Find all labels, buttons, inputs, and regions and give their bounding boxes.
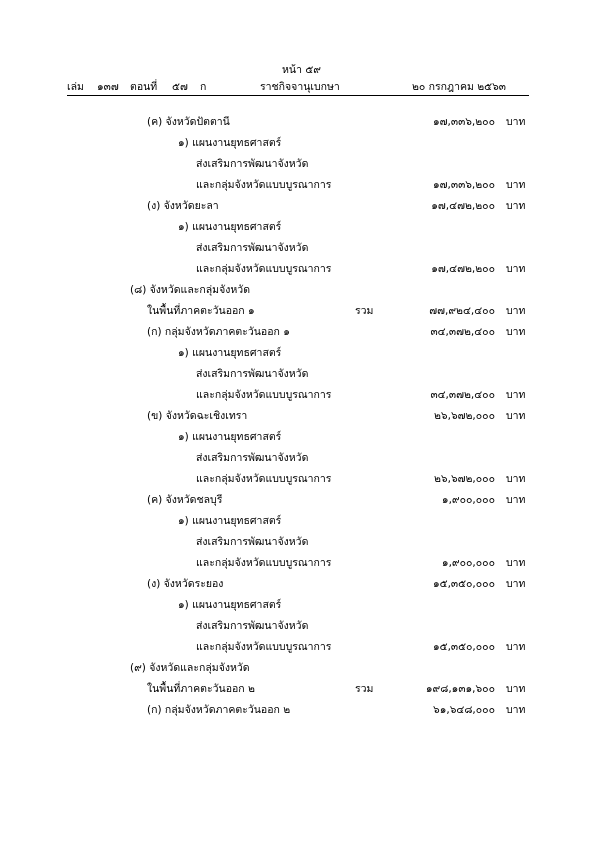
line-text: (ง) จังหวัดยะลา xyxy=(147,200,219,212)
line-text: (ข) จังหวัดฉะเชิงเทรา xyxy=(147,410,248,422)
line-text: และกลุ่มจังหวัดแบบบูรณาการ xyxy=(196,389,332,401)
line-amount: ๑๗,๓๓๖,๒๐๐ xyxy=(433,179,495,191)
line-unit: บาท xyxy=(506,179,526,191)
line-amount: ๑๗,๔๗๒,๒๐๐ xyxy=(431,200,495,212)
line-unit: บาท xyxy=(506,389,526,401)
line-total-label: รวม xyxy=(355,683,374,695)
line-text: และกลุ่มจังหวัดแบบบูรณาการ xyxy=(196,641,332,653)
issue-label: ตอนที่ xyxy=(130,81,158,93)
line-text: ส่งเสริมการพัฒนาจังหวัด xyxy=(196,158,309,170)
line-text: ๑) แผนงานยุทธศาสตร์ xyxy=(178,599,282,611)
line-unit: บาท xyxy=(506,326,526,338)
line-text: และกลุ่มจังหวัดแบบบูรณาการ xyxy=(196,473,332,485)
line-text: ๑) แผนงานยุทธศาสตร์ xyxy=(178,347,282,359)
volume-number: ๑๓๗ xyxy=(97,81,119,93)
line-amount: ๑๕,๓๕๐,๐๐๐ xyxy=(432,578,495,590)
line-text: ๑) แผนงานยุทธศาสตร์ xyxy=(178,221,282,233)
line-text: (๙) จังหวัดและกลุ่มจังหวัด xyxy=(130,662,250,674)
line-unit: บาท xyxy=(506,473,526,485)
line-unit: บาท xyxy=(506,578,526,590)
line-unit: บาท xyxy=(506,641,526,653)
line-text: (๘) จังหวัดและกลุ่มจังหวัด xyxy=(130,284,251,296)
line-text: (ค) จังหวัดปัตตานี xyxy=(147,116,230,128)
issue-number: ๕๗ xyxy=(172,81,188,93)
line-amount: ๓๔,๓๗๒,๔๐๐ xyxy=(430,389,495,401)
line-amount: ๒๖,๖๗๒,๐๐๐ xyxy=(434,473,495,485)
line-text: (ง) จังหวัดระยอง xyxy=(147,578,224,590)
line-unit: บาท xyxy=(506,263,526,275)
line-text: ส่งเสริมการพัฒนาจังหวัด xyxy=(196,620,309,632)
line-unit: บาท xyxy=(506,557,526,569)
line-amount: ๑๕,๓๕๐,๐๐๐ xyxy=(432,641,495,653)
line-text: ในพื้นที่ภาคตะวันออก ๒ xyxy=(147,683,255,695)
line-text: และกลุ่มจังหวัดแบบบูรณาการ xyxy=(196,557,332,569)
line-unit: บาท xyxy=(506,305,526,317)
line-amount: ๖๑,๖๔๘,๐๐๐ xyxy=(433,704,495,716)
line-text: ๑) แผนงานยุทธศาสตร์ xyxy=(178,431,282,443)
line-text: (ก) กลุ่มจังหวัดภาคตะวันออก ๒ xyxy=(147,704,291,716)
line-amount: ๑๙๘,๑๓๑,๖๐๐ xyxy=(425,683,495,695)
line-text: และกลุ่มจังหวัดแบบบูรณาการ xyxy=(196,179,332,191)
line-text: ส่งเสริมการพัฒนาจังหวัด xyxy=(196,452,309,464)
line-amount: ๑,๙๐๐,๐๐๐ xyxy=(441,557,495,569)
line-text: และกลุ่มจังหวัดแบบบูรณาการ xyxy=(196,263,332,275)
line-amount: ๑,๙๐๐,๐๐๐ xyxy=(441,494,495,506)
line-unit: บาท xyxy=(506,494,526,506)
line-amount: ๗๗,๙๒๔,๔๐๐ xyxy=(429,305,495,317)
line-amount: ๓๔,๓๗๒,๔๐๐ xyxy=(430,326,495,338)
line-text: ส่งเสริมการพัฒนาจังหวัด xyxy=(196,368,309,380)
page-number: หน้า ๕๙ xyxy=(282,64,321,76)
line-amount: ๒๖,๖๗๒,๐๐๐ xyxy=(434,410,495,422)
line-text: (ค) จังหวัดชลบุรี xyxy=(147,494,223,506)
line-text: ๑) แผนงานยุทธศาสตร์ xyxy=(178,515,282,527)
line-amount: ๑๗,๓๓๖,๒๐๐ xyxy=(433,116,495,128)
line-unit: บาท xyxy=(506,704,526,716)
section-letter: ก xyxy=(200,81,207,93)
line-text: (ก) กลุ่มจังหวัดภาคตะวันออก ๑ xyxy=(147,326,290,338)
publication-date: ๒๐ กรกฎาคม ๒๕๖๓ xyxy=(412,81,506,93)
line-unit: บาท xyxy=(506,410,526,422)
volume-label: เล่ม xyxy=(67,81,84,93)
line-text: ในพื้นที่ภาคตะวันออก ๑ xyxy=(147,305,255,317)
line-unit: บาท xyxy=(506,200,526,212)
line-unit: บาท xyxy=(506,683,526,695)
line-amount: ๑๗,๔๗๒,๒๐๐ xyxy=(431,263,495,275)
gazette-name: ราชกิจจานุเบกษา xyxy=(260,81,340,93)
line-text: ๑) แผนงานยุทธศาสตร์ xyxy=(178,137,282,149)
line-text: ส่งเสริมการพัฒนาจังหวัด xyxy=(196,242,309,254)
line-unit: บาท xyxy=(506,116,526,128)
header-rule xyxy=(67,95,529,96)
line-text: ส่งเสริมการพัฒนาจังหวัด xyxy=(196,536,309,548)
line-total-label: รวม xyxy=(355,305,374,317)
